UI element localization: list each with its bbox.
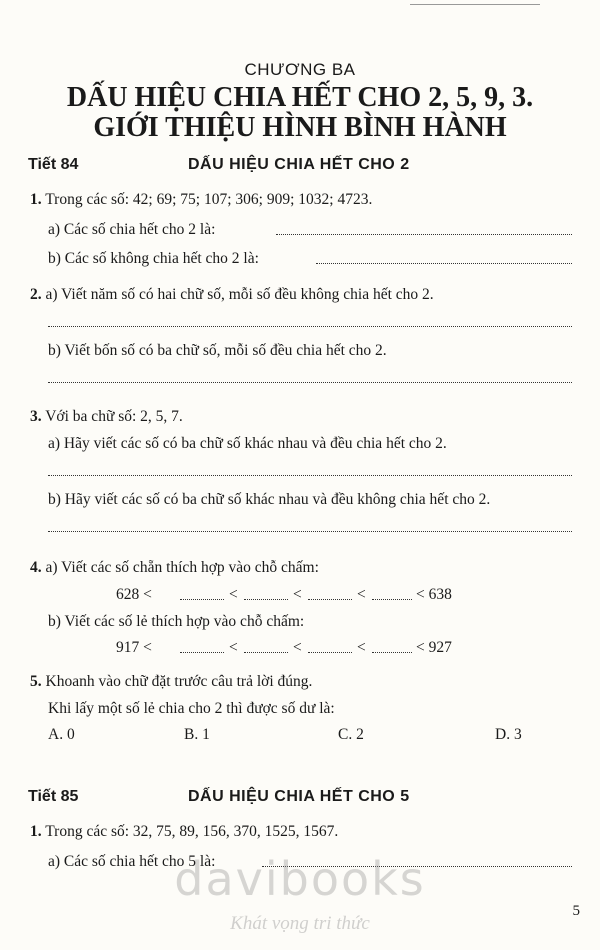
q4a-blank-3[interactable] (308, 585, 352, 600)
q4a-seq-start: 628 < (116, 586, 152, 603)
q3a-text: a) Hãy viết các số có ba chữ số khác nhau và đều chia hết cho 2. (48, 435, 447, 452)
l85-q1-line (30, 822, 338, 842)
q2a-answer-line[interactable] (48, 312, 572, 327)
q1a-label: a) Các số chia hết cho 2 là: (48, 221, 216, 238)
q4a-blank-1[interactable] (180, 585, 224, 600)
q5-text: Khoanh vào chữ đặt trước câu trả lời đúng. (45, 673, 313, 690)
q1-text: Trong các số: 42; 69; 75; 107; 306; 909; 1032; 4723. (45, 191, 373, 208)
chapter-title-line2: GIỚI THIỆU HÌNH BÌNH HÀNH (93, 112, 507, 143)
lesson-84-number: Tiết 84 (28, 156, 79, 173)
q4a-seq-end: < 638 (416, 586, 452, 603)
q4b-seq-start: 917 < (116, 639, 152, 656)
q4b-blank-2[interactable] (244, 638, 288, 653)
q2b-answer-line[interactable] (48, 368, 572, 383)
watermark-brand: davibooks (174, 852, 426, 906)
q2a-line (30, 285, 434, 305)
q2a-text: a) Viết năm số có hai chữ số, mỗi số đều không chia hết cho 2. (45, 286, 434, 303)
q5-prompt: Khi lấy một số lẻ chia cho 2 thì được số dư là: (48, 700, 335, 717)
q3b-text: b) Hãy viết các số có ba chữ số khác nhau và đều không chia hết cho 2. (48, 491, 491, 508)
q4b-blank-1[interactable] (180, 638, 224, 653)
q5-option-b[interactable]: B. 1 (184, 726, 210, 743)
q1-number: 1. (30, 191, 42, 208)
chapter-label: CHƯƠNG BA (244, 60, 356, 79)
q5-number: 5. (30, 673, 42, 690)
l85-q1a-label: a) Các số chia hết cho 5 là: (48, 853, 216, 870)
q4a-blank-2[interactable] (244, 585, 288, 600)
l85-q1-number: 1. (30, 823, 42, 840)
l85-q1-text: Trong các số: 32, 75, 89, 156, 370, 1525, 1567. (45, 823, 339, 840)
q1b-answer-line[interactable] (316, 249, 572, 264)
watermark-tagline: Khát vọng tri thức (230, 913, 370, 934)
q4a-blank-4[interactable] (372, 585, 412, 600)
q1b-label: b) Các số không chia hết cho 2 là: (48, 250, 259, 267)
q5-line (30, 672, 312, 692)
q3-text: Với ba chữ số: 2, 5, 7. (45, 408, 183, 425)
q3-line (30, 407, 183, 427)
q1-line (30, 190, 372, 210)
q4b-lt-3: < (357, 639, 366, 656)
q5-option-a[interactable]: A. 0 (48, 726, 75, 743)
lesson-85-number: Tiết 85 (28, 788, 79, 805)
q4a-lt-1: < (229, 586, 238, 603)
q1a-answer-line[interactable] (276, 220, 572, 235)
q5-option-c[interactable]: C. 2 (338, 726, 364, 743)
q2b-text: b) Viết bốn số có ba chữ số, mỗi số đều chia hết cho 2. (48, 342, 387, 359)
q2-number: 2. (30, 286, 42, 303)
chapter-title-line1: DẤU HIỆU CHIA HẾT CHO 2, 5, 9, 3. (66, 82, 534, 113)
q4a-text: a) Viết các số chẵn thích hợp vào chỗ chấm: (45, 559, 319, 576)
q3-number: 3. (30, 408, 42, 425)
page-number: 5 (572, 903, 580, 919)
q4-number: 4. (30, 559, 42, 576)
q5-option-d[interactable]: D. 3 (495, 726, 522, 743)
lesson-85-title: DẤU HIỆU CHIA HẾT CHO 5 (188, 788, 410, 805)
q4b-seq-end: < 927 (416, 639, 452, 656)
q4b-lt-1: < (229, 639, 238, 656)
q4a-lt-3: < (357, 586, 366, 603)
q4b-text: b) Viết các số lẻ thích hợp vào chỗ chấm: (48, 613, 305, 630)
q4a-line (30, 558, 319, 578)
top-rule (410, 0, 540, 5)
q4b-lt-2: < (293, 639, 302, 656)
q3a-answer-line[interactable] (48, 461, 572, 476)
q4a-lt-2: < (293, 586, 302, 603)
q4b-blank-4[interactable] (372, 638, 412, 653)
q3b-answer-line[interactable] (48, 517, 572, 532)
q4b-blank-3[interactable] (308, 638, 352, 653)
lesson-84-title: DẤU HIỆU CHIA HẾT CHO 2 (188, 156, 410, 173)
